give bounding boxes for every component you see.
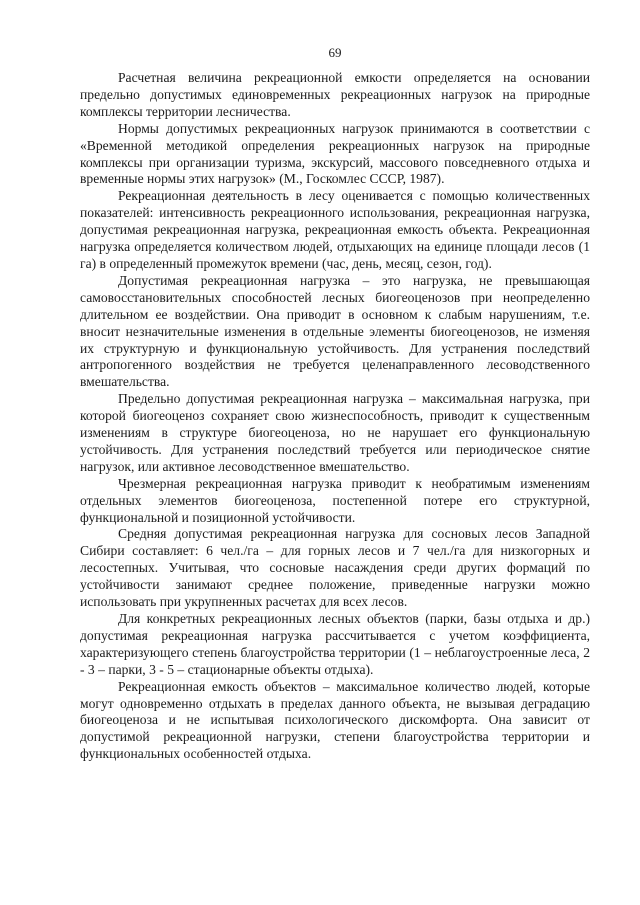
paragraph-excessive-load: Чрезмерная рекреационная нагрузка приводит к необратимым изменениям отдельных элементов биогеоценоза, постепенной потере его структурной, функциональной и позиционной устойчивости.	[80, 475, 590, 525]
page-number: 69	[328, 45, 342, 60]
paragraph-recreational-capacity-definition: Рекреационная емкость объектов – максимальное количество людей, которые могут одновременно отдыхать в пределах данного объекта, не вызывая деградацию биогеоценоза и не испытывая психологического дискомфорта. Она зависит от допустимой рекреационной нагрузки, степени благоустройства территории и функциональных особенностей отдыха.	[80, 678, 590, 762]
paragraph-recreational-activity: Рекреационная деятельность в лесу оценивается с помощью количественных показателей: интенсивность рекреационного использования, рекреационная нагрузка, допустимая рекреационная нагрузка, рекреационная емкость объекта. Рекреационная нагрузка определяется количеством людей, отдыхающих на единице площади лесов (1 га) в определенный промежуток времени (час, день, месяц, сезон, год).	[80, 188, 590, 271]
paragraph-permissible-load: Допустимая рекреационная нагрузка – это нагрузка, не превышающая самовосстановительных способностей лесных биогеоценозов при неопределенно длительном ее воздействии. Она приводит в основном к слабым нарушениям, т.е. вносит незначительные изменения в отдельные элементы биогеоценозов, не изменяя их структурную и функциональную устойчивость. Для устранения последствий антропогенного воздействия не требуется целенаправленного лесоводственного вмешательства.	[80, 272, 590, 390]
paragraph-specific-objects-coefficient: Для конкретных рекреационных лесных объектов (парки, базы отдыха и др.) допустимая рекреационная нагрузка рассчитывается с учетом коэффициента, характеризующего степень благоустройства территории (1 – неблагоустроенные леса, 2 - 3 – парки, 3 - 5 – стационарные объекты отдыха).	[80, 611, 590, 677]
paragraph-load-norms: Нормы допустимых рекреационных нагрузок принимаются в соответствии с «Временной методикой определения рекреационных нагрузок на природные комплексы при организации туризма, экскурсий, массового повседневного отдыха и временные нормы этих нагрузок» (М., Госкомлес СССР, 1987).	[80, 120, 590, 187]
paragraph-maximum-permissible-load: Предельно допустимая рекреационная нагрузка – максимальная нагрузка, при которой биогеоценоз сохраняет свою жизнеспособность, приводит к существенным изменениям в структуре биогеоценоза, но не нарушает его функциональную устойчивость. Для устранения последствий требуется или периодическое снятие нагрузок, или активное лесоводственное вмешательство.	[80, 391, 590, 474]
paragraph-recreational-capacity-basis: Расчетная величина рекреационной емкости определяется на основании предельно допустимых единовременных рекреационных нагрузок на природные комплексы территории лесничества.	[80, 70, 590, 119]
paragraph-average-load-west-siberia: Средняя допустимая рекреационная нагрузка для сосновых лесов Западной Сибири составляет: 6 чел./га – для горных лесов и 7 чел./га для низкогорных и лесостепных. Учитывая, что сосновые насаждения среди других формаций по устойчивости занимают среднее положение, приведенные нагрузки можно использовать при укрупненных расчетах для всех лесов.	[80, 526, 590, 610]
